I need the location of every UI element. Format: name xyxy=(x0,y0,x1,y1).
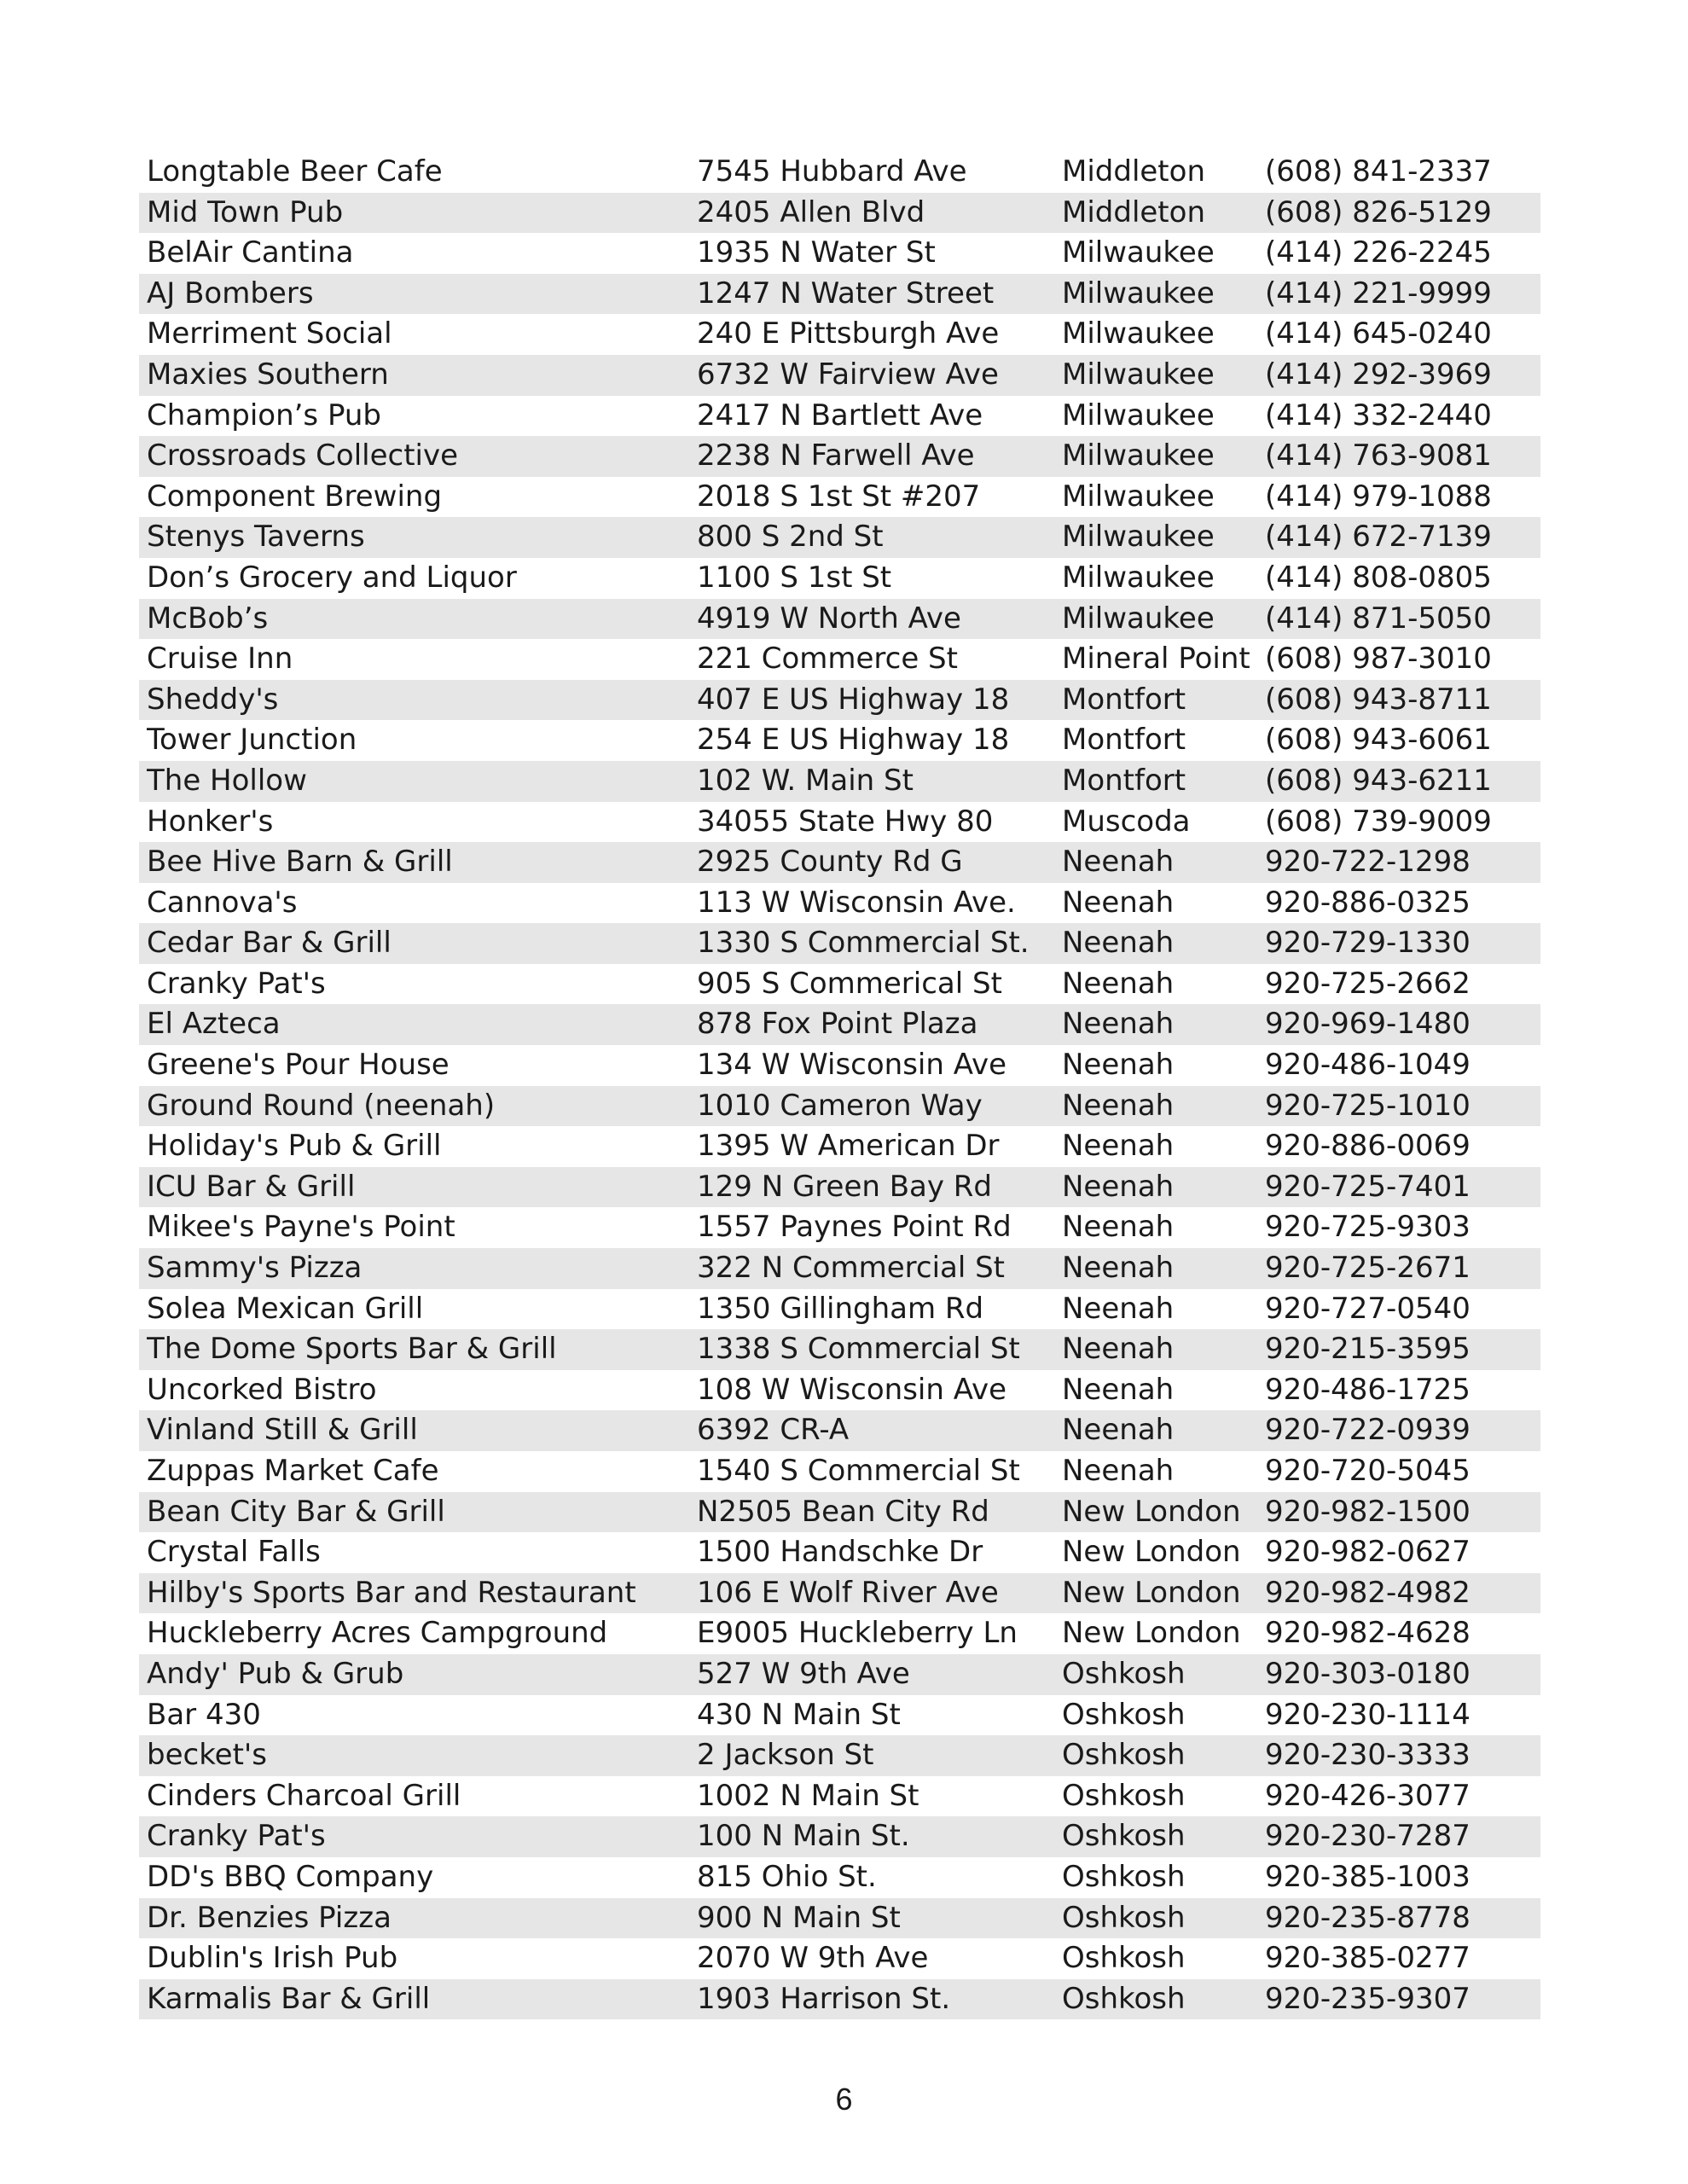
venue-phone: 920-886-0069 xyxy=(1265,1129,1470,1164)
venue-city: New London xyxy=(1062,1616,1241,1651)
table-row xyxy=(139,1370,1540,1411)
venue-address: 2018 S 1st St #207 xyxy=(697,479,981,514)
venue-address: 527 W 9th Ave xyxy=(697,1656,910,1691)
venue-name: Crystal Falls xyxy=(147,1535,321,1570)
venue-city: Neenah xyxy=(1062,966,1175,1001)
venue-city: Oshkosh xyxy=(1062,1859,1186,1894)
venue-phone: 920-303-0180 xyxy=(1265,1656,1470,1691)
table-row xyxy=(139,436,1540,477)
table-row xyxy=(139,1289,1540,1330)
venue-address: 1540 S Commercial St xyxy=(697,1454,1020,1488)
table-row xyxy=(139,193,1540,234)
venue-city: Middleton xyxy=(1062,154,1205,189)
venue-phone: (608) 943-6211 xyxy=(1265,763,1492,798)
venue-name: Crossroads Collective xyxy=(147,439,459,473)
venue-phone: 920-235-8778 xyxy=(1265,1900,1470,1935)
venue-phone: (414) 226-2245 xyxy=(1265,235,1492,270)
venue-name: Holiday's Pub & Grill xyxy=(147,1129,442,1164)
venue-phone: (414) 672-7139 xyxy=(1265,520,1492,555)
venue-phone: 920-235-9307 xyxy=(1265,1981,1470,2016)
table-row xyxy=(139,1857,1540,1898)
venue-name: Uncorked Bistro xyxy=(147,1372,377,1407)
venue-city: New London xyxy=(1062,1575,1241,1610)
venue-name: Cinders Charcoal Grill xyxy=(147,1778,461,1813)
venue-address: 815 Ohio St. xyxy=(697,1859,877,1894)
venue-name: Cannova's xyxy=(147,885,298,920)
venue-name: Component Brewing xyxy=(147,479,443,514)
venue-name: DD's BBQ Company xyxy=(147,1859,434,1894)
venue-address: 2405 Allen Blvd xyxy=(697,195,925,229)
venue-name: Greene's Pour House xyxy=(147,1048,450,1083)
venue-address: 1557 Paynes Point Rd xyxy=(697,1210,1012,1245)
venue-city: Middleton xyxy=(1062,195,1205,229)
venue-city: Neenah xyxy=(1062,1048,1175,1083)
venue-city: Oshkosh xyxy=(1062,1981,1186,2016)
venue-city: Neenah xyxy=(1062,1291,1175,1326)
venue-address: 2070 W 9th Ave xyxy=(697,1941,929,1976)
table-row xyxy=(139,558,1540,599)
venue-address: 7545 Hubbard Ave xyxy=(697,154,967,189)
venue-phone: (414) 763-9081 xyxy=(1265,439,1492,473)
table-row xyxy=(139,152,1540,193)
venue-phone: (414) 292-3969 xyxy=(1265,357,1492,392)
venue-city: Muscoda xyxy=(1062,804,1191,839)
venue-name: AJ Bombers xyxy=(147,276,314,311)
venue-phone: 920-725-1010 xyxy=(1265,1088,1470,1123)
venue-address: 240 E Pittsburgh Ave xyxy=(697,317,1000,351)
table-row xyxy=(139,1898,1540,1939)
venue-name: Honker's xyxy=(147,804,274,839)
venue-city: Neenah xyxy=(1062,1088,1175,1123)
venue-phone: (608) 943-6061 xyxy=(1265,723,1492,758)
venue-name: Hilby's Sports Bar and Restaurant xyxy=(147,1575,636,1610)
venue-name: Mid Town Pub xyxy=(147,195,344,229)
venue-city: Neenah xyxy=(1062,1129,1175,1164)
venue-name: Huckleberry Acres Campground xyxy=(147,1616,608,1651)
venue-name: Cranky Pat's xyxy=(147,1819,326,1854)
venue-address: 254 E US Highway 18 xyxy=(697,723,1010,758)
venue-phone: 920-729-1330 xyxy=(1265,926,1470,961)
table-row xyxy=(139,802,1540,843)
venue-phone: 920-385-1003 xyxy=(1265,1859,1470,1894)
venue-address: 100 N Main St. xyxy=(697,1819,910,1854)
venue-phone: 920-230-7287 xyxy=(1265,1819,1470,1854)
venue-phone: (608) 943-8711 xyxy=(1265,682,1492,717)
venue-city: New London xyxy=(1062,1535,1241,1570)
table-row xyxy=(139,1776,1540,1817)
venue-name: Dublin's Irish Pub xyxy=(147,1941,398,1976)
table-row xyxy=(139,396,1540,437)
table-row xyxy=(139,1492,1540,1533)
table-row xyxy=(139,720,1540,761)
venue-address: 407 E US Highway 18 xyxy=(697,682,1010,717)
venue-address: 6392 CR-A xyxy=(697,1413,850,1448)
table-row xyxy=(139,233,1540,274)
venue-address: 430 N Main St xyxy=(697,1697,901,1732)
venue-name: Bar 430 xyxy=(147,1697,261,1732)
table-row xyxy=(139,639,1540,680)
venue-city: Milwaukee xyxy=(1062,560,1215,595)
venue-phone: (608) 739-9009 xyxy=(1265,804,1492,839)
venue-name: Zuppas Market Cafe xyxy=(147,1454,439,1488)
venue-address: 322 N Commercial St xyxy=(697,1251,1006,1286)
table-row xyxy=(139,1654,1540,1695)
venue-phone: 920-725-9303 xyxy=(1265,1210,1470,1245)
venue-city: Neenah xyxy=(1062,1210,1175,1245)
venue-phone: 920-725-7401 xyxy=(1265,1169,1470,1204)
table-row xyxy=(139,1613,1540,1654)
venue-phone: (414) 808-0805 xyxy=(1265,560,1492,595)
venue-city: Neenah xyxy=(1062,1372,1175,1407)
venue-phone: 920-727-0540 xyxy=(1265,1291,1470,1326)
venue-name: Cranky Pat's xyxy=(147,966,326,1001)
venue-city: Milwaukee xyxy=(1062,357,1215,392)
venue-city: Mineral Point xyxy=(1062,642,1250,677)
venue-name: Sheddy's xyxy=(147,682,279,717)
venue-phone: (608) 826-5129 xyxy=(1265,195,1492,229)
table-row xyxy=(139,1816,1540,1857)
venue-name: Stenys Taverns xyxy=(147,520,365,555)
table-row xyxy=(139,883,1540,924)
venue-name: McBob’s xyxy=(147,601,269,636)
venue-city: Milwaukee xyxy=(1062,601,1215,636)
table-row xyxy=(139,1207,1540,1248)
table-row xyxy=(139,1004,1540,1045)
venue-phone: (414) 332-2440 xyxy=(1265,398,1492,433)
table-row xyxy=(139,1045,1540,1086)
table-row xyxy=(139,923,1540,964)
venue-address: 1100 S 1st St xyxy=(697,560,892,595)
venue-name: Vinland Still & Grill xyxy=(147,1413,418,1448)
venue-name: The Dome Sports Bar & Grill xyxy=(147,1332,557,1367)
venue-name: Solea Mexican Grill xyxy=(147,1291,424,1326)
venue-phone: 920-426-3077 xyxy=(1265,1778,1470,1813)
venue-phone: (414) 645-0240 xyxy=(1265,317,1492,351)
venue-address: N2505 Bean City Rd xyxy=(697,1494,989,1529)
venue-address: 2417 N Bartlett Ave xyxy=(697,398,983,433)
venue-phone: 920-722-1298 xyxy=(1265,845,1470,880)
venue-city: Neenah xyxy=(1062,845,1175,880)
venue-city: Oshkosh xyxy=(1062,1900,1186,1935)
venue-address: 1903 Harrison St. xyxy=(697,1981,951,2016)
table-row xyxy=(139,761,1540,802)
venue-address: 129 N Green Bay Rd xyxy=(697,1169,993,1204)
venue-name: Longtable Beer Cafe xyxy=(147,154,443,189)
table-row xyxy=(139,517,1540,558)
venue-city: Oshkosh xyxy=(1062,1819,1186,1854)
venue-name: Dr. Benzies Pizza xyxy=(147,1900,392,1935)
venue-name: BelAir Cantina xyxy=(147,235,354,270)
venue-name: The Hollow xyxy=(147,763,307,798)
venue-city: Milwaukee xyxy=(1062,439,1215,473)
table-row xyxy=(139,1410,1540,1451)
venue-address: 108 W Wisconsin Ave xyxy=(697,1372,1007,1407)
venue-city: Montfort xyxy=(1062,763,1186,798)
table-row xyxy=(139,964,1540,1005)
venue-name: Bee Hive Barn & Grill xyxy=(147,845,453,880)
venue-city: Milwaukee xyxy=(1062,520,1215,555)
venue-city: Oshkosh xyxy=(1062,1656,1186,1691)
venue-city: Neenah xyxy=(1062,1007,1175,1042)
venue-address: 1350 Gillingham Rd xyxy=(697,1291,984,1326)
table-row xyxy=(139,1167,1540,1208)
venue-listing xyxy=(139,152,1540,2019)
table-row xyxy=(139,1086,1540,1127)
venue-city: Neenah xyxy=(1062,1169,1175,1204)
venue-name: Cedar Bar & Grill xyxy=(147,926,392,961)
venue-address: 113 W Wisconsin Ave. xyxy=(697,885,1016,920)
venue-name: Sammy's Pizza xyxy=(147,1251,363,1286)
venue-phone: 920-969-1480 xyxy=(1265,1007,1470,1042)
table-row xyxy=(139,1451,1540,1492)
table-row xyxy=(139,1735,1540,1776)
venue-address: 1338 S Commercial St xyxy=(697,1332,1020,1367)
venue-city: New London xyxy=(1062,1494,1241,1529)
venue-phone: 920-720-5045 xyxy=(1265,1454,1470,1488)
venue-address: 2925 County Rd G xyxy=(697,845,963,880)
venue-address: 221 Commerce St xyxy=(697,642,958,677)
venue-phone: (414) 979-1088 xyxy=(1265,479,1492,514)
venue-city: Oshkosh xyxy=(1062,1697,1186,1732)
venue-city: Milwaukee xyxy=(1062,398,1215,433)
table-row xyxy=(139,274,1540,315)
page-number: 6 xyxy=(835,2082,853,2117)
venue-phone: 920-385-0277 xyxy=(1265,1941,1470,1976)
venue-phone: 920-486-1049 xyxy=(1265,1048,1470,1083)
table-row xyxy=(139,599,1540,640)
table-row xyxy=(139,355,1540,396)
table-row xyxy=(139,1979,1540,2020)
venue-phone: 920-230-1114 xyxy=(1265,1697,1470,1732)
venue-address: 6732 W Fairview Ave xyxy=(697,357,999,392)
venue-city: Milwaukee xyxy=(1062,317,1215,351)
venue-phone: 920-886-0325 xyxy=(1265,885,1470,920)
venue-city: Montfort xyxy=(1062,723,1186,758)
venue-city: Neenah xyxy=(1062,885,1175,920)
venue-address: 134 W Wisconsin Ave xyxy=(697,1048,1007,1083)
venue-name: becket's xyxy=(147,1738,267,1773)
table-row xyxy=(139,314,1540,355)
venue-phone: 920-215-3595 xyxy=(1265,1332,1470,1367)
venue-phone: (608) 987-3010 xyxy=(1265,642,1492,677)
venue-phone: 920-486-1725 xyxy=(1265,1372,1470,1407)
venue-name: Cruise Inn xyxy=(147,642,293,677)
venue-address: 106 E Wolf River Ave xyxy=(697,1575,999,1610)
table-row xyxy=(139,1938,1540,1979)
venue-address: 1010 Cameron Way xyxy=(697,1088,983,1123)
venue-phone: 920-725-2671 xyxy=(1265,1251,1470,1286)
venue-name: Champion’s Pub xyxy=(147,398,381,433)
table-row xyxy=(139,680,1540,721)
venue-phone: 920-982-4982 xyxy=(1265,1575,1470,1610)
venue-city: Montfort xyxy=(1062,682,1186,717)
venue-address: 2238 N Farwell Ave xyxy=(697,439,975,473)
venue-phone: 920-725-2662 xyxy=(1265,966,1470,1001)
venue-name: Maxies Southern xyxy=(147,357,389,392)
venue-name: Mikee's Payne's Point xyxy=(147,1210,455,1245)
venue-city: Neenah xyxy=(1062,1251,1175,1286)
venue-phone: (608) 841-2337 xyxy=(1265,154,1492,189)
venue-address: 1002 N Main St xyxy=(697,1778,919,1813)
table-row xyxy=(139,1248,1540,1289)
table-row xyxy=(139,1573,1540,1614)
venue-phone: 920-982-0627 xyxy=(1265,1535,1470,1570)
venue-address: 1395 W American Dr xyxy=(697,1129,1000,1164)
venue-address: 2 Jackson St xyxy=(697,1738,874,1773)
venue-name: El Azteca xyxy=(147,1007,281,1042)
venue-address: E9005 Huckleberry Ln xyxy=(697,1616,1018,1651)
table-row xyxy=(139,1329,1540,1370)
venue-city: Neenah xyxy=(1062,1413,1175,1448)
table-row xyxy=(139,477,1540,518)
venue-address: 102 W. Main St xyxy=(697,763,914,798)
venue-name: Tower Junction xyxy=(147,723,357,758)
venue-address: 34055 State Hwy 80 xyxy=(697,804,994,839)
venue-name: Karmalis Bar & Grill xyxy=(147,1981,431,2016)
venue-city: Oshkosh xyxy=(1062,1941,1186,1976)
venue-address: 1330 S Commercial St. xyxy=(697,926,1030,961)
venue-address: 1500 Handschke Dr xyxy=(697,1535,983,1570)
venue-address: 905 S Commerical St xyxy=(697,966,1002,1001)
venue-city: Oshkosh xyxy=(1062,1738,1186,1773)
venue-name: Merriment Social xyxy=(147,317,392,351)
table-row xyxy=(139,1695,1540,1736)
venue-name: ICU Bar & Grill xyxy=(147,1169,356,1204)
venue-name: Ground Round (neenah) xyxy=(147,1088,496,1123)
venue-address: 878 Fox Point Plaza xyxy=(697,1007,978,1042)
venue-name: Bean City Bar & Grill xyxy=(147,1494,445,1529)
venue-name: Andy' Pub & Grub xyxy=(147,1656,404,1691)
venue-city: Milwaukee xyxy=(1062,479,1215,514)
venue-phone: 920-722-0939 xyxy=(1265,1413,1470,1448)
venue-phone: 920-982-4628 xyxy=(1265,1616,1470,1651)
table-row xyxy=(139,842,1540,883)
venue-city: Milwaukee xyxy=(1062,235,1215,270)
table-row xyxy=(139,1126,1540,1167)
table-row xyxy=(139,1532,1540,1573)
venue-name: Don’s Grocery and Liquor xyxy=(147,560,517,595)
venue-phone: 920-982-1500 xyxy=(1265,1494,1470,1529)
venue-city: Neenah xyxy=(1062,926,1175,961)
venue-address: 1935 N Water St xyxy=(697,235,936,270)
venue-city: Oshkosh xyxy=(1062,1778,1186,1813)
venue-phone: 920-230-3333 xyxy=(1265,1738,1470,1773)
venue-phone: (414) 871-5050 xyxy=(1265,601,1492,636)
venue-phone: (414) 221-9999 xyxy=(1265,276,1492,311)
venue-city: Neenah xyxy=(1062,1454,1175,1488)
venue-city: Milwaukee xyxy=(1062,276,1215,311)
venue-address: 1247 N Water Street xyxy=(697,276,995,311)
venue-address: 4919 W North Ave xyxy=(697,601,961,636)
venue-address: 800 S 2nd St xyxy=(697,520,884,555)
venue-city: Neenah xyxy=(1062,1332,1175,1367)
venue-address: 900 N Main St xyxy=(697,1900,901,1935)
